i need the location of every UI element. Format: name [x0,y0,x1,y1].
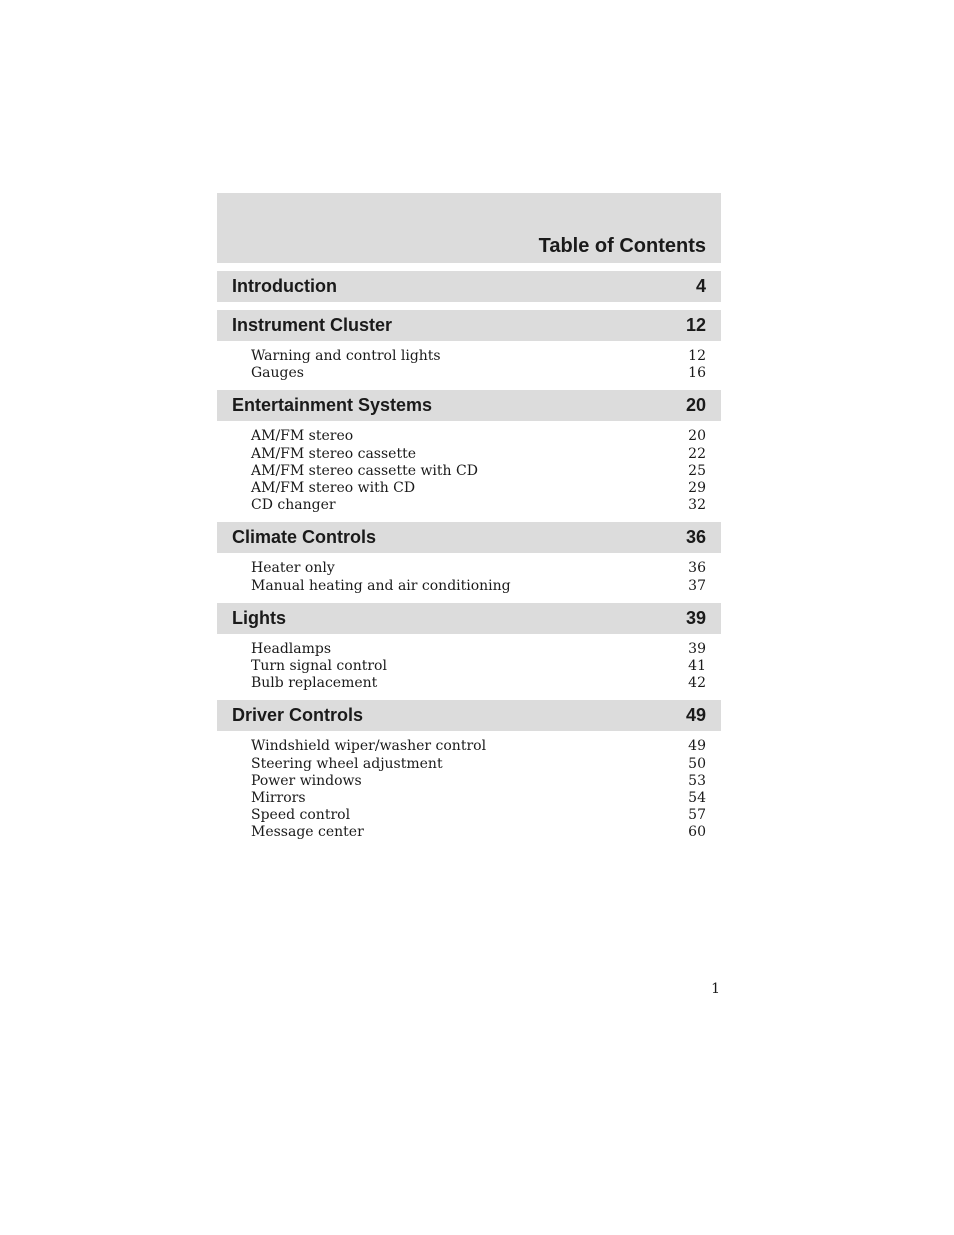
entry-page-number: 39 [688,640,706,657]
toc-section [217,700,721,841]
page-title: Table of Contents [538,235,706,257]
entry-page-number: 32 [688,497,706,514]
entry-page-number: 42 [688,675,706,692]
subitem-list [217,634,721,693]
toc-entry[interactable] [251,497,706,514]
entry-title: Message center [251,824,364,841]
toc-entry[interactable] [251,480,706,497]
entry-title: Power windows [251,772,362,789]
entry-title: Speed control [251,807,351,824]
title-band [217,193,721,263]
entry-title: Heater only [251,560,335,577]
toc-entry[interactable] [251,365,706,382]
toc-entry[interactable] [251,773,706,790]
toc-section [217,390,721,514]
entry-title: Steering wheel adjustment [251,755,443,772]
section-title: Instrument Cluster [232,315,393,335]
section-title: Entertainment Systems [232,395,433,416]
section-title: Climate Controls [232,527,377,548]
entry-page-number: 50 [688,755,706,772]
entry-page-number: 54 [688,790,706,807]
toc-entry[interactable] [251,641,706,658]
toc-entry[interactable] [251,578,706,595]
section-header[interactable] [217,271,721,302]
entry-title: Gauges [251,365,304,382]
toc-entry[interactable] [251,560,706,577]
section-page-number: 12 [685,315,706,335]
section-header[interactable] [217,310,721,341]
entry-title: AM/FM stereo cassette with CD [251,462,478,479]
section-header[interactable] [217,700,721,731]
section-page-number: 39 [685,607,706,628]
entry-page-number: 22 [688,445,706,462]
entry-page-number: 36 [688,560,706,577]
entry-page-number: 60 [688,824,706,841]
table-of-contents [217,193,721,842]
toc-entry[interactable] [251,675,706,692]
entry-title: Windshield wiper/washer control [251,738,487,755]
section-header[interactable] [217,522,721,553]
entry-title: CD changer [251,497,336,514]
page-number: 1 [711,981,720,997]
entry-title: Manual heating and air conditioning [251,577,511,594]
entry-title: Headlamps [251,640,332,657]
entry-page-number: 12 [688,348,706,364]
toc-section [217,603,721,693]
subitem-list [217,553,721,594]
toc-entry[interactable] [251,756,706,773]
sections-list [217,271,721,842]
toc-entry[interactable] [251,348,706,365]
section-page-number: 36 [685,527,706,548]
entry-page-number: 49 [688,738,706,755]
subitem-list [217,421,721,514]
toc-entry[interactable] [251,446,706,463]
entry-page-number: 16 [688,365,706,382]
section-page-number: 4 [695,276,706,296]
entry-page-number: 20 [688,428,706,445]
entry-title: AM/FM stereo [251,428,354,445]
toc-entry[interactable] [251,658,706,675]
entry-page-number: 25 [688,462,706,479]
toc-entry[interactable] [251,807,706,824]
toc-section [217,271,721,302]
toc-entry[interactable] [251,738,706,755]
entry-page-number: 29 [688,480,706,497]
entry-title: Bulb replacement [251,675,378,692]
section-title: Driver Controls [232,705,364,726]
entry-page-number: 53 [688,772,706,789]
entry-page-number: 57 [688,807,706,824]
entry-page-number: 41 [688,658,706,675]
entry-title: Mirrors [251,790,306,807]
entry-title: AM/FM stereo with CD [251,480,416,497]
toc-entry[interactable] [251,790,706,807]
section-title: Introduction [232,276,337,296]
entry-title: Warning and control lights [251,348,441,364]
toc-entry[interactable] [251,428,706,445]
subitem-list [217,731,721,841]
toc-section [217,310,721,382]
subitem-list [217,341,721,382]
entry-title: AM/FM stereo cassette [251,445,416,462]
section-title: Lights [232,607,286,628]
section-header[interactable] [217,603,721,634]
section-page-number: 20 [685,395,706,416]
toc-section [217,522,721,594]
toc-entry[interactable] [251,824,706,841]
section-page-number: 49 [685,705,706,726]
entry-page-number: 37 [688,577,706,594]
section-header[interactable] [217,390,721,421]
entry-title: Turn signal control [251,658,387,675]
toc-entry[interactable] [251,463,706,480]
